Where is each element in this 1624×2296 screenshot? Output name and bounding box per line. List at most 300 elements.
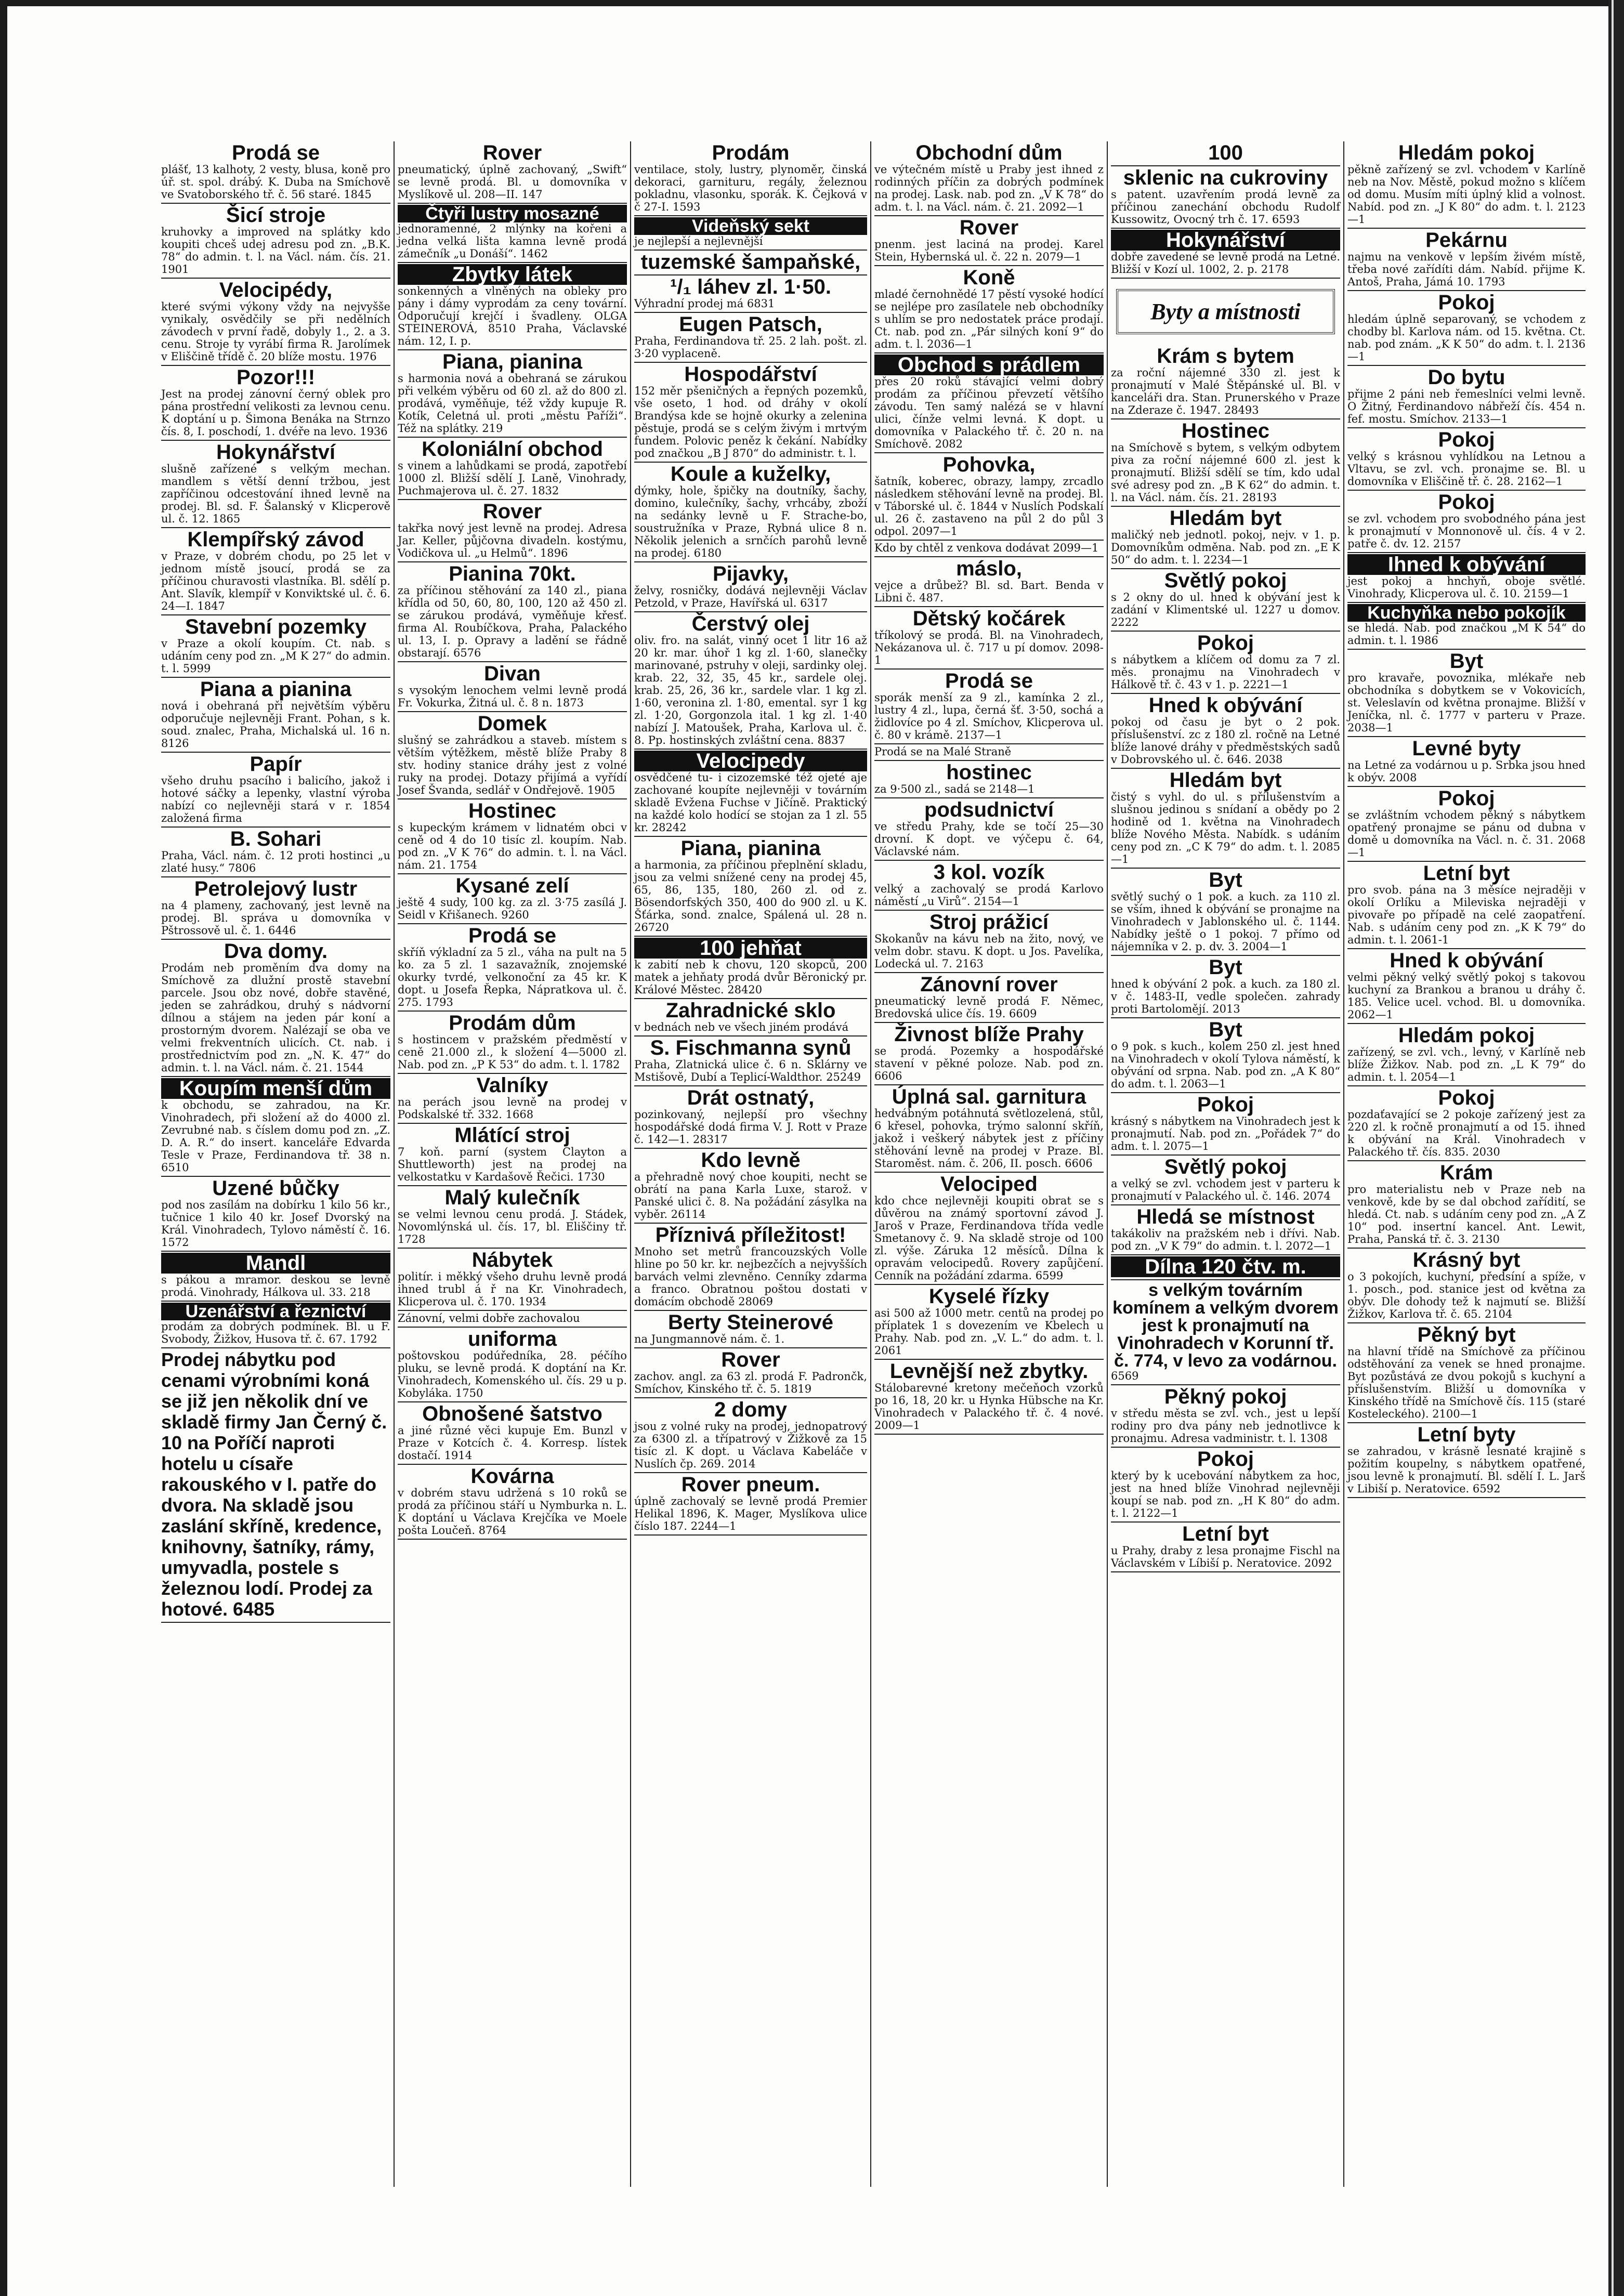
- ad-body: Prodám neb proměním dva domy na Smíchově za dlužní prostě stavební parcele. Jsou obz nové, dobře stavěné, jeden se zahrádkou, druhý s nádvorní dílnou a stájem na jeden pár koní a prostorným dvorem. Nalézají se oba ve velmi frekventních ulicích. Ct. nab. i prostřednictvím pod zn. „N. K. 47“ do admin. t. l. na Václ. nám. č. 21. 1544: [161, 962, 390, 1074]
- ad-headline: Obnošené šatstvo: [422, 1402, 603, 1425]
- ad-headline: 100: [1208, 141, 1243, 164]
- ad-body: šatník, koberec, obrazy, lampy, zrcadlo následkem stěhování levně na prodej. Bl. v Táborské ul. č. 1844 v Nuslích Podskalí ul. 26 č. zastaveno na půl 2 do půl 3 odpol. 2097—1: [874, 475, 1104, 537]
- ad-body: Praha, Zlatnická ulice č. 6 n. Sklárny ve Mstišově, Dubí a Teplicí-Waldthor. 25249: [634, 1058, 867, 1083]
- ad-headline: Obchod s prádlem: [874, 355, 1104, 375]
- classified-columns: [158, 141, 1589, 2187]
- classified-ad: [398, 204, 627, 263]
- ad-headline: Pekárnu: [1425, 229, 1508, 252]
- ad-body: přes 20 roků stávající velmi dobrý prodám za příčinou převzetí většího závodu. Ten samý nalézá se v hlavní ulici, čínže velmi levná. K dopt. u domovníka v Palackého tř. č. 20 n. na Smíchově. 2082: [874, 375, 1104, 450]
- classified-ad: [398, 1465, 627, 1540]
- classified-ad: [1347, 787, 1586, 862]
- classified-ad: [1111, 869, 1340, 956]
- ad-body: pnenm. jest laciná na prodej. Karel Stein, Hybernská ul. č. 22 n. 2079—1: [874, 238, 1104, 263]
- classified-ad: [1347, 1249, 1586, 1323]
- ad-headline: Krásný byt: [1412, 1249, 1521, 1271]
- ad-headline: Hledám pokoj: [1398, 1024, 1535, 1047]
- classified-ad: [161, 1302, 390, 1348]
- ad-body: za 9·500 zl., sadá se 2148—1: [874, 783, 1035, 795]
- ad-body: asi 500 až 1000 metr. centů na prodej po příplatek 1 s dovezením ve Kbelech u Prahy. Nab. pod zn. „V. L.“ do adm. t. l. 2061: [874, 1307, 1104, 1357]
- classified-ad: [634, 1149, 867, 1224]
- ad-body: pneumatický, úplně zachovaný, „Swift“ se levně prodá. Bl. u domovníka v Myslíkově ul. 208—II. 147: [398, 163, 627, 201]
- ad-headline: Letní byty: [1417, 1423, 1516, 1446]
- classified-ad: [1111, 345, 1340, 419]
- ad-body: o 3 pokojích, kuchyní, předsíní a spíže, v 1. posch., pod. stanice jest od května za obýv. Dle dohody tež k najmutí se. Bližší Žižkov, Karlova tř. č. 65. 2104: [1347, 1270, 1586, 1320]
- ad-headline: Světlý pokoj: [1164, 1156, 1287, 1178]
- classified-ad: [1347, 229, 1586, 291]
- ad-headline: S. Fischmanna synů: [650, 1037, 852, 1059]
- ad-headline: Čerstvý olej: [691, 612, 810, 635]
- ad-body: všeho druhu psacího i balicího, jakož i hotové sáčky a lepenky, vlastní výroba nabízí co nejlevněji stará v r. 1854 založená firma: [161, 775, 390, 824]
- ad-headline: Světlý pokoj: [1164, 569, 1287, 592]
- classified-ad: [874, 607, 1104, 670]
- ad-body: a jiné různé věci kupuje Em. Bunzl v Praze v Kotcích č. 4. Korresp. lístek dostačí. 1914: [398, 1424, 627, 1462]
- ad-body: jednoramenné, 2 mlýnky na kořeni a jedna velká lišta kamna levně prodá zámečník „u Donáší“. 1462: [398, 222, 627, 260]
- ad-body: s 2 okny do ul. hned k obývání jest k zadání v Klimentské ul. 1227 u domov. 2222: [1111, 591, 1340, 628]
- classified-ad: [398, 712, 627, 799]
- ad-headline: Ihned k obývání: [1347, 554, 1586, 575]
- ad-body: a přehradně nový choe koupiti, necht se obrátí na pana Karla Luxe, starož. v Panské ulici č. 8. Na požádání zásylka na vyběr. 26114: [634, 1171, 867, 1221]
- ad-body: se zvláštním vchodem pěkný s nábytkem opatřený pronajme se pánu od dubna v domě u domovníka na Václ. n. č. 31. 2068—1: [1347, 809, 1586, 859]
- classified-ad: [634, 463, 867, 562]
- ad-headline: Koloniální obchod: [422, 438, 603, 461]
- classified-ad: [634, 1086, 867, 1149]
- ad-headline: Koupím menší dům: [161, 1078, 390, 1099]
- ad-body: zařízený, se zvl. vch., levný, v Karlíně neb blíže Žižkov. Nab. pod zn. „L K 79“ do admin. t. l. 2054—1: [1347, 1046, 1586, 1083]
- ad-body: s pákou a mramor. deskou se levně prodá. Vinohrady, Hálkova ul. 33. 218: [161, 1274, 390, 1298]
- ad-body: Výhradní prodej má 6831: [634, 297, 775, 310]
- classified-ad: [161, 1077, 390, 1177]
- classified-ad: [398, 799, 627, 874]
- classified-ad: [161, 441, 390, 528]
- classified-ad: [634, 612, 867, 750]
- ad-body: velký a zachovalý se prodá Karlovo náměstí „u Virů“. 2154—1: [874, 883, 1104, 908]
- classified-ad: [161, 1348, 390, 1623]
- classified-ad: [1347, 1024, 1586, 1086]
- ad-body: pro materialistu neb v Praze neb na venkově, kde by se dal obchod zařídití, se hledá. Ct. nab. s udáním ceny pod zn. „A Z 10“ pod. insertní kancel. Ant. Lewit, Praha, Panská tř. č. 3. 2130: [1347, 1183, 1586, 1245]
- ad-headline: Hned k obývání: [1148, 694, 1303, 717]
- classified-ad: [1111, 1385, 1340, 1448]
- ad-headline: Hledám byt: [1169, 507, 1282, 530]
- column-5: [1108, 141, 1344, 2187]
- classified-ad: [398, 924, 627, 1012]
- ad-headline: Piana, pianina: [680, 837, 821, 860]
- ad-body: s harmonia nová a obehraná se zárukou při velkém výběru od 60 zl. až do 800 zl. prodává, vyměňuje, též vždy kupuje R. Kotík, Celetná ul. proti „městu Paříži“. Též na splátky. 219: [398, 372, 627, 435]
- ad-headline: Levnější než zbytky.: [889, 1360, 1089, 1383]
- ad-body: zachov. angl. za 63 zl. prodá F. Padrončk, Smíchov, Kinského tř. č. 5. 1819: [634, 1370, 867, 1395]
- ad-headline: Piana, pianina: [442, 350, 582, 373]
- ad-headline: Klempířský závod: [187, 528, 364, 551]
- classified-ad: [161, 528, 390, 615]
- ad-headline: Divan: [484, 662, 541, 685]
- classified-ad: [1116, 289, 1335, 334]
- classified-ad: [1347, 650, 1586, 737]
- ad-headline: Pokoj: [1197, 1448, 1254, 1471]
- classified-ad: [1111, 569, 1340, 632]
- ad-headline: podsudnictví: [924, 798, 1054, 821]
- ad-headline: Papír: [250, 753, 302, 776]
- ad-body: se zahradou, v krásně lesnaté krajině s požitím koupelny, s nábytkem opatřené, jsou levně k pronajmutí. Bl. sdělí I. L. Jarš v Libiší p. Neratovice. 6592: [1347, 1445, 1586, 1495]
- classified-ad: [1347, 1423, 1586, 1498]
- ad-body: pozinkovaný, nejlepší pro všechny hospodářské dodá firma V. J. Rott v Praze č. 142—1. 28317: [634, 1108, 867, 1146]
- classified-ad: [634, 363, 867, 463]
- ad-body: k obchodu, se zahradou, na Kr. Vinohradech, při složení až do 4000 zl. Zevrubné nab. s číslem domu pod zn. „Z. D. A. R.“ do insert. kanceláře Edvarda Tesle v Praze, Ferdinandova tř. 38 n. 6510: [161, 1099, 390, 1174]
- ad-body: 7 koň. parní (system Clayton a Shuttleworth) jest na prodej na velkostatku v Kardašově Řečici. 1730: [398, 1146, 627, 1183]
- classified-ad: [161, 877, 390, 940]
- classified-ad: [1111, 1255, 1340, 1280]
- ad-headline: Kyselé řízky: [928, 1285, 1050, 1308]
- ad-body: na Smíchově s bytem, s velkým odbytem piva za roční nájemné 600 zl. jest k pronajmutí. Bližší sdělí se tím, kdo udal své adresy pod zn. „B K 62“ do admin. t. l. na Václ. nám. čís. 21. 28193: [1111, 441, 1340, 504]
- ad-headline: tuzemské šampaňské,: [640, 251, 861, 273]
- ad-headline: uniforma: [467, 1328, 557, 1350]
- ad-headline: Prodám: [712, 141, 790, 164]
- classified-ad: [161, 940, 390, 1077]
- ad-headline: Velocipedy: [634, 751, 867, 771]
- ad-headline: Prodá se: [468, 924, 556, 947]
- ad-headline: hostinec: [946, 761, 1032, 784]
- ad-body: plášť, 13 kalhoty, 2 vesty, blusa, koně pro úř. st. spol. drábý. K. Duba na Smíchově ve Svatoborského tř. č. 56 staré. 1845: [161, 163, 390, 201]
- ad-headline: Kovárna: [470, 1465, 554, 1488]
- ad-body: kruhovky a improved na splátky kdo koupiti chceš udej adresu pod zn. „B.K. 78“ do admin. t. l. na Václ. nám. čís. 21. 1901: [161, 226, 390, 275]
- ad-large-text: Prodej nábytku pod cenami výrobními koná se již jen několik dní ve skladě firmy Jan Černý č. 10 na Poříčí naproti hotelu u císaře rakouského v I. patře do dvora. Na skladě jsou zaslání skříně, kredence, knihovny, šatníky, rámy, umyvadla, postele s železnou lodí. Prodej za hotové. 6485: [161, 1349, 387, 1620]
- column-6: [1344, 141, 1589, 2187]
- ad-headline: Živnost blíže Prahy: [894, 1023, 1084, 1046]
- ad-headline: Hostinec: [1182, 419, 1269, 442]
- ad-headline: Velocipédy,: [219, 279, 333, 301]
- ad-body: politír. i měkký všeho druhu levně prodá ihned trubl á ř na Kr. Vinohradech, Klicperova ul. č. 170. 1934: [398, 1270, 627, 1308]
- ad-body: slušně zařízené s velkým mechan. mandlem s větší denní tržbou, jest zapříčinou odcestování ihned levně na prodej. Bl. sd. F. Šalanský v Klicperově ul. č. 12. 1865: [161, 463, 390, 525]
- classified-ad: [874, 1173, 1104, 1285]
- section-heading: Byty a místnosti: [1150, 299, 1301, 324]
- ad-body: a harmonia, za příčinou přeplnění skladu, jsou za velmi snížené ceny na prodej 45, 65, 86, 135, 180, 260 zl. od z. Bösendorfských 350, 400 do 900 zl. u K. Šťárka, sond. znalce, Spálená ul. 28 n. 26720: [634, 859, 867, 934]
- ad-headline: ¹/₁ láhev zl. 1·50.: [670, 275, 831, 298]
- classified-ad: [398, 1012, 627, 1074]
- ad-headline: Pozor!!!: [236, 366, 316, 389]
- ad-headline: Pokoj: [1197, 632, 1254, 654]
- ad-body: pod nos zasílám na dobírku 1 kilo 56 kr., tučnice 1 kilo 40 kr. Josef Dvorský na Král. Vinohradech, Tylovo náměstí č. 16. 1572: [161, 1199, 390, 1249]
- ad-body: maličký neb jednotl. pokoj, nejv. v 1. p. Domovníkům odměna. Nab. pod zn. „E K 50“ do adm. t. l. 2234—1: [1111, 529, 1340, 566]
- ad-headline: 3 kol. vozík: [933, 861, 1045, 884]
- classified-ad: [634, 750, 867, 837]
- ad-body: mladé černohnědé 17 pěstí vysoké hodící se nejlépe pro zasílatele neb obchodníky s uhlím se pro nedostatek práce prodají. Ct. nab. pod zn. „Pár silných koní 9“ do adm. t. l. 2036—1: [874, 288, 1104, 350]
- ad-body: které svými výkony vždy na nejvyšše vynikaly, osvědčily se při nedělních závodech v první řadě, dobyly 1., 2. a 3. cenu. Stroje ty vyrábí firma R. Jarolímek v Eliščině třídě č. 20 blíže mostu. 1976: [161, 300, 390, 363]
- ad-body: Prodá se na Malé Straně: [874, 745, 1012, 758]
- ad-headline: Pokoj: [1438, 428, 1495, 451]
- classified-ad: [634, 1311, 867, 1348]
- classified-ad: [634, 275, 867, 313]
- classified-ad: [874, 798, 1104, 861]
- ad-headline: Hostinec: [468, 799, 556, 822]
- classified-ad: [1347, 1086, 1586, 1161]
- classified-ad: [1111, 1280, 1340, 1385]
- ad-body: Kdo by chtěl z venkova dodávat 2099—1: [874, 542, 1099, 554]
- classified-ad: [1111, 229, 1340, 279]
- ad-body: za příčinou stěhování za 140 zl., piana křídla od 50, 60, 80, 100, 120 až 450 zl. se zárukou prodává, vyměňuje křesť. firma Al. Roubíčkova, Praha, Palackého ul. 13, I. p. Opravy a ladění se řádně obstarají. 6576: [398, 584, 627, 659]
- ad-headline: Hned k obývání: [1390, 949, 1543, 972]
- ad-headline: Zahradnické sklo: [665, 999, 836, 1022]
- ad-headline: Letní byt: [1182, 1523, 1269, 1545]
- classified-ad: [1347, 428, 1586, 491]
- ad-headline: Pěkný byt: [1417, 1323, 1516, 1346]
- ad-body: za roční nájemné 330 zl. jest k pronajmutí v Malé Štěpánské ul. Bl. v kanceláři dra. Stan. Prunerského v Praze na Zderaze č. 1947. 28493: [1111, 366, 1340, 416]
- ad-body: Stálobarevné kretony mečeňoch vzorků po 16, 18, 20 kr. u Hynka Hübsche na Kr. Vinohradech v Palackého tř. č. 4 nové. 2009—1: [874, 1382, 1104, 1432]
- ad-headline: Rover: [482, 500, 542, 523]
- ad-headline: Malý kulečník: [444, 1186, 580, 1209]
- classified-ad: [634, 1398, 867, 1473]
- classified-ad: [161, 204, 390, 279]
- classified-ad: [634, 141, 867, 216]
- ad-headline: Byt: [1209, 1018, 1242, 1041]
- classified-ad: [398, 350, 627, 438]
- ad-body: vejce a drůbež? Bl. sd. Bart. Benda v Libni č. 487.: [874, 579, 1104, 604]
- ad-headline: Videňský sekt: [634, 217, 867, 235]
- classified-ad: [874, 1285, 1104, 1360]
- ad-body: hedvábným potáhnutá světlozelená, stůl, 6 křesel, pohovka, trýmo salonní skříň, jakož i veškerý nábytek jest z příčiny stěhování levně na prodej v Praze. Bl. Staroměst. nám. č. 206, II. posch. 6606: [874, 1107, 1104, 1170]
- scan-border-left: [0, 0, 7, 2296]
- ad-headline: Kuchyňka nebo pokojík: [1347, 604, 1586, 622]
- classified-ad: [1111, 419, 1340, 507]
- ad-body: prodám za dobrých podmínek. Bl. u F. Svobody, Žižkov, Husova tř. č. 67. 1792: [161, 1320, 390, 1345]
- classified-ad: [1111, 1523, 1340, 1572]
- ad-body: nová i obehraná při největším výběru odporučuje nejlevněji Frant. Pohan, s k. soud. znalec, Praha, Michalská ul. 16 n. 8126: [161, 700, 390, 750]
- column-2: [395, 141, 631, 2187]
- ad-headline: Pokoj: [1438, 291, 1495, 314]
- classified-ad: [874, 744, 1104, 761]
- ad-body: pěkně zařízený se zvl. vchodem v Karlíně neb na Nov. Městě, pokud možno s klíčem od domu. Musím míti úplný klid a volnost. Nabíd. pod zn. „J K 80“ do adm. t. l. 2123—1: [1347, 163, 1586, 226]
- ad-body: který by k ucebování nábytkem za hoc, jest na hned blíže Vinohrad nejlevněji koupí se nab. pod zn. „H K 80“ do adm. t. l. 2122—1: [1111, 1470, 1340, 1519]
- classified-ad: [1111, 141, 1340, 166]
- ad-body: s vysokým lenochem velmi levně prodá Fr. Vokurka, Žitná ul. č. 8 n. 1873: [398, 684, 627, 709]
- ad-body: ve středu Prahy, kde se točí 25—30 drovní. K dopt. ve výčepu č. 64, Václavské nám.: [874, 820, 1104, 858]
- classified-ad: [1347, 737, 1586, 787]
- classified-ad: [634, 216, 867, 251]
- ad-headline: Pěkný pokoj: [1164, 1385, 1287, 1408]
- classified-ad: [1347, 1323, 1586, 1423]
- ad-body: pro svob. pána na 3 měsíce nejraději v okolí Orlíku a Mileviska nejraději v pivovaře po případě na celé zaopatření. Nab. s udáním ceny pod zn. „K K 79“ do admin. t. l. 2061-1: [1347, 884, 1586, 946]
- ad-headline: Uzenářství a řeznictví: [161, 1303, 390, 1320]
- ad-headline: Úplná sal. garnitura: [892, 1085, 1086, 1108]
- ad-headline: Letní byt: [1423, 862, 1510, 885]
- ad-headline: Pianina 70kt.: [449, 562, 576, 585]
- classified-ad: [634, 999, 867, 1037]
- column-1: [158, 141, 395, 2187]
- scan-border-right: [1608, 0, 1624, 2296]
- ad-headline: Hokynářství: [216, 441, 335, 464]
- ad-headline: Prodá se: [945, 670, 1033, 692]
- ad-body: sonkenných a vlněných na obleky pro pány i dámy vyprodám za ceny tovární. Odporučují krejčí i švadleny. OLGA STEINEROVÁ, 8510 Praha, Václavské nám. 12, I. p.: [398, 285, 627, 347]
- ad-headline: Hledám byt: [1169, 769, 1282, 792]
- classified-ad: [161, 141, 390, 204]
- classified-ad: [398, 1074, 627, 1124]
- classified-ad: [161, 279, 390, 366]
- ad-body: sporák menší za 9 zl., kamínka 2 zl., lustry 4 zl., lupa, černá šť. 3·50, sochá a židlovíce po 4 zl. Smíchov, Klicperova ul. č. 80 v krámě. 2137—1: [874, 691, 1104, 741]
- classified-ad: [874, 670, 1104, 744]
- classified-ad: [634, 1224, 867, 1311]
- ad-headline: Do bytu: [1427, 366, 1505, 389]
- ad-headline: Hledám pokoj: [1398, 141, 1535, 164]
- ad-body: hledám úplně separovaný, se vchodem z chodby bl. Karlova nám. od 15. května. Ct. nab. pod znám. „K K 50“ do adm. t. l. 2136—1: [1347, 313, 1586, 363]
- classified-ad: [874, 557, 1104, 607]
- ad-headline: Domek: [477, 712, 547, 735]
- classified-ad: [161, 753, 390, 828]
- ad-headline: Prodám dům: [449, 1012, 576, 1034]
- ad-headline: Zbytky látek: [398, 264, 627, 285]
- ad-body: je nejlepší a nejlevnější: [634, 235, 763, 247]
- ad-body: najmu na venkově v lepším živém místě, třeba nové zařídíti dám. Nabíd. přijme K. Antoš, Praha, Jámá 10. 1793: [1347, 251, 1586, 288]
- classified-ad: [634, 837, 867, 937]
- classified-ad: [398, 662, 627, 712]
- ad-body: s patent. uzavřením prodá levně za příčinou zanechání obchodu Rudolf Kussowitz, Ovocný trh č. 17. 6593: [1111, 188, 1340, 226]
- ad-headline: Byt: [1209, 956, 1242, 979]
- ad-body: úplně zachovalý se levně prodá Premier Helikal 1896, K. Mager, Myslíkova ulice číslo 187. 2244—1: [634, 1495, 867, 1532]
- ad-headline: Byt: [1209, 869, 1242, 891]
- ad-body: s hostincem v pražském předměstí v ceně 21.000 zl., k složení 4—5000 zl. Nab. pod zn. „P K 53“ do adm. t. l. 1782: [398, 1033, 627, 1071]
- classified-ad: [398, 874, 627, 924]
- ad-body: Praha, Ferdinandova tř. 25. 2 lah. pošt. zl. 3·20 vyplaceně.: [634, 335, 867, 360]
- ad-headline: Mandl: [161, 1253, 390, 1274]
- ad-body: Praha, Václ. nám. č. 12 proti hostinci „u zlaté husy.“ 7806: [161, 849, 390, 874]
- ad-body: velký s krásnou vyhlídkou na Letnou a Vltavu, se zvl. vch. pronajme se. Bl. u domovníka v Eliščině tř. č. 28. 2162—1: [1347, 450, 1586, 488]
- classified-ad: [398, 1328, 627, 1402]
- classified-ad: [874, 266, 1104, 353]
- classified-ad: [1347, 1161, 1586, 1249]
- ad-body: takřka nový jest levně na prodej. Adresa Jar. Keller, půjčovna divadeln. kostýmu, Vodičkova ul. „u Helmů“. 1896: [398, 522, 627, 559]
- classified-ad: [1347, 603, 1586, 650]
- ad-headline: Pokoj: [1197, 1093, 1254, 1116]
- ad-body: takákoliv na pražském neb i dřívi. Nab. pod zn. „V K 79“ do admin. t. l. 2072—1: [1111, 1227, 1340, 1252]
- ad-headline: Rover: [721, 1348, 780, 1371]
- classified-ad: [634, 1473, 867, 1536]
- classified-ad: [398, 562, 627, 662]
- ad-headline: Prodá se: [232, 141, 320, 164]
- classified-ad: [398, 263, 627, 350]
- classified-ad: [874, 1085, 1104, 1173]
- ad-headline: Petrolejový lustr: [194, 877, 358, 900]
- classified-ad: [1111, 956, 1340, 1018]
- classified-ad: [398, 1311, 627, 1328]
- classified-ad: [161, 1252, 390, 1302]
- classified-ad: [161, 366, 390, 441]
- ad-body: Skokanův na kávu neb na žito, nový, ve velm dobr. stavu. K dopt. u Jos. Pavelíka, Lodecká ul. 7. 2163: [874, 933, 1104, 970]
- ad-body: a velký se zvl. vchodem jest v parteru k pronajmutí v Palackého ul. č. 146. 2074: [1111, 1177, 1340, 1202]
- classified-ad: [874, 1023, 1104, 1085]
- classified-ad: [1347, 366, 1586, 428]
- classified-ad: [1347, 141, 1586, 229]
- ad-body: hned k obývání 2 pok. a kuch. za 180 zl. v č. 1483-II, vedle společen. zahrady proti Bartolomějí. 2013: [1111, 978, 1340, 1015]
- classified-ad: [634, 1037, 867, 1086]
- classified-ad: [874, 1360, 1104, 1435]
- classified-ad: [874, 141, 1104, 216]
- ad-body: s kupeckým krámem v lidnatém obci v ceně od 4 do 10 tisíc zl. koupím. Nab. pod zn. „V K 76“ do admin. t. l. na Václ. nám. 21. 1754: [398, 821, 627, 871]
- ad-body: jsou z volné ruky na prodej, jednopatrový za 6300 zl. a třípatrový v Žižkově za 15 tisíc zl. K dopt. u Václava Kabeláče v Nuslích čp. 269. 2014: [634, 1420, 867, 1470]
- ad-headline: Obchodní dům: [915, 141, 1063, 164]
- ad-body: oliv. fro. na salát, vinný ocet 1 litr 16 až 20 kr. mar. úhoř 1 kg zl. 1·60, slanečky marinované, pstruhy v oleji, sardinky olej. krab. 22, 32, 35, 45 kr., sardele olej. krab. 25, 26, 36 kr., sardele vlar. 1 kg zl. 1·60, veronina zl. 1·80, emental. syr 1 kg zl. 1·20, Gorgonzola ital. 1 kg zl. 1·40 nabízí J. Matoušek, Praha, Karlova ul. č. 8. Pp. hostinských zvláštní cena. 8837: [634, 634, 867, 746]
- ad-body: ještě 4 sudy, 100 kg. za zl. 3·75 zasílá J. Seidl v Křišanech. 9260: [398, 896, 627, 921]
- ad-headline: Pokoj: [1438, 1086, 1495, 1109]
- ad-headline: Dva domy.: [224, 940, 328, 963]
- ad-headline: Mlátící stroj: [454, 1124, 570, 1147]
- classified-ad: [398, 500, 627, 562]
- ad-body: pokoj od času je byt o 2 pok. příslušenství. zc z 180 zl. ročně na Letné blíže lanové dráhy v předměstských sadů v Dobrovského ul. č. 646. 2038: [1111, 716, 1340, 766]
- ad-headline: Rover: [482, 141, 542, 164]
- ad-body: dobře zavedené se levně prodá na Letné. Bližší v Kozí ul. 1002, 2. p. 2178: [1111, 251, 1340, 275]
- ad-body: na Letné za vodárnou u p. Srbka jsou hned k obýv. 2008: [1347, 759, 1586, 784]
- ad-headline: Koně: [963, 266, 1015, 289]
- ad-body: v bednách neb ve všech jiném prodává: [634, 1021, 849, 1033]
- classified-ad: [1111, 507, 1340, 569]
- classified-ad: [1111, 1448, 1340, 1523]
- classified-ad: [1111, 166, 1340, 229]
- ad-headline: Piana a pianina: [200, 678, 352, 701]
- ad-body: velmi pěkný velký světlý pokoj s takovou kuchyní za Brankou a branou u dráhy č. 185. Velice ucel. vchod. Bl. u domovníka. 2062—1: [1347, 971, 1586, 1021]
- classified-ad: [398, 1124, 627, 1186]
- classified-ad: [1111, 1156, 1340, 1205]
- classified-ad: [161, 828, 390, 877]
- ad-headline: 100 jehňat: [634, 938, 867, 959]
- ad-headline: máslo,: [956, 557, 1022, 580]
- ad-headline: Valníky: [476, 1074, 548, 1097]
- ad-body: v středu města se zvl. vch., jest u lepší rodiny pro dva pány neb jednotlivce k pronajmu. Adresa vadministr. t. l. 1308: [1111, 1407, 1340, 1445]
- classified-ad: [1347, 949, 1586, 1024]
- classified-ad: [161, 615, 390, 678]
- ad-headline: Zánovní rover: [920, 973, 1058, 996]
- ad-body: u Prahy, draby z lesa pronajme Fischl na Václavském v Líbiší p. Neratovice. 2092: [1111, 1544, 1340, 1569]
- classified-ad: [874, 353, 1104, 453]
- ad-headline: Levné byty: [1412, 737, 1521, 760]
- ad-headline: Pohovka,: [942, 453, 1036, 476]
- ad-body: slušný se zahrádkou a staveb. místem s větším výtěžkem, městě blíže Praby 8 stv. hodiny stanice dráhy jest z volné ruky na prodej. Dotazy přijímá a vyřídí Josef Švanda, sedlář v Ondřejově. 1905: [398, 734, 627, 796]
- ad-headline: 2 domy: [714, 1398, 788, 1421]
- classified-ad: [1347, 291, 1586, 366]
- ad-body: jest pokoj a hnchyň, oboje světlé. Vinohrady, Klicperova ul. č. 10. 2159—1: [1347, 575, 1586, 600]
- classified-ad: [1111, 632, 1340, 694]
- ad-headline: Pokoj: [1438, 491, 1495, 514]
- column-3: [631, 141, 871, 2187]
- ad-headline: Berty Steinerové: [668, 1311, 833, 1334]
- ad-body: se zvl. vchodem pro svobodného pána jest k pronajmutí v Monnonově ul. čís. 4 v 2. patře č. dv. 12. 2157: [1347, 513, 1586, 550]
- ad-body: v dobrém stavu udržená s 10 roků se prodá za příčinou stáří u Nymburka n. L. K doptání u Václava Krejčíka ve Moele pošta Loučeň. 8764: [398, 1487, 627, 1537]
- column-4: [871, 141, 1108, 2187]
- ad-headline: Krám s bytem: [1157, 345, 1294, 368]
- ad-headline: Pijavky,: [712, 562, 789, 585]
- ad-headline: Eugen Patsch,: [679, 313, 822, 336]
- ad-body: se prodá. Pozemky a hospodářské stavení v pěkné poloze. Nab. pod zn. 6606: [874, 1045, 1104, 1082]
- classified-ad: [398, 141, 627, 204]
- ad-body: ve výtečném místě u Praby jest ihned z rodinných příčin za dobrých podmínek na prodej. Lask. nab. pod zn. „V K 78“ do adm. t. l. na Václ. nám. č. 21. 2092—1: [874, 163, 1104, 213]
- ad-body: Zánovní, velmi dobře zachovalou: [398, 1312, 580, 1324]
- ad-body: ventilace, stoly, lustry, plynoměr, činská dekoraci, garnituru, regály, železnou pokladnu, vlasonku, sporák. K. Čejková v č 27-I. 1593: [634, 163, 867, 213]
- ad-body: s vinem a lahůdkami se prodá, zapotřebí 1000 zl. Bližší sdělí J. Laně, Vinohrady, Puchmajerova ul. č. 27. 1832: [398, 460, 627, 497]
- ad-headline: s velkým továrním komínem a velkým dvorem jest k pronajmutí na Vinohradech v Korunní tř. č. 774, v levo za vodárnou.: [1112, 1280, 1339, 1371]
- ad-body: v Praze a okolí koupím. Ct. nab. s udáním ceny pod zn. „M K 27“ do admin. t. l. 5999: [161, 637, 390, 675]
- classified-ad: [634, 562, 867, 612]
- ad-body: želvy, rosničky, dodává nejlevněji Václav Petzold, v Praze, Havířská ul. 6317: [634, 584, 867, 609]
- ad-body: dýmky, hole, špičky na doutníky, šachy, domino, kulečníky, šachy, vrhcáby, zboží na sedánky levně u F. Strache-bo, soustružníka v Praze, Rybná ulice 8 n. Několik jelenich a srnčích parohů levně na prodej. 6180: [634, 484, 867, 559]
- ad-body: v Praze, v dobrém chodu, po 25 let v jednom místě jsoucí, prodá se za příčinou churavosti vlastníka. Bl. sdělí p. Ant. Slavík, klempíř v Konviktské ul. č. 6. 24—I. 1847: [161, 550, 390, 612]
- ad-body: poštovskou podúředníka, 28. péčího pluku, se levně prodá. K doptání na Kr. Vinohradech, Komenského ul. čís. 29 u p. Kobyláka. 1750: [398, 1349, 627, 1399]
- ad-headline: Hledá se místnost: [1136, 1205, 1315, 1228]
- classified-ad: [874, 541, 1104, 557]
- ad-headline: Krám: [1439, 1161, 1494, 1184]
- ad-headline: Hospodářství: [684, 363, 817, 386]
- ad-headline: Velociped: [940, 1173, 1038, 1196]
- ad-headline: Dílna 120 čtv. m.: [1111, 1256, 1340, 1277]
- classified-ad: [634, 937, 867, 999]
- classified-ad: [1111, 1205, 1340, 1255]
- ad-headline: Koule a kuželky,: [670, 463, 831, 486]
- ad-body: Jest na prodej zánovní černý oblek pro pána prostřední velikosti za levnou cenu. K doptání u p. Šimona Benáka na Strnzo čís. 8, I. poschodí, 1. dvéře na levo. 1936: [161, 388, 390, 438]
- scan-border-top: [0, 0, 1624, 6]
- ad-body: krásný s nábytkem na Vinohradech jest k pronajmutí. Nab. pod zn. „Pořádek 7“ do adm. t. l. 2075—1: [1111, 1115, 1340, 1152]
